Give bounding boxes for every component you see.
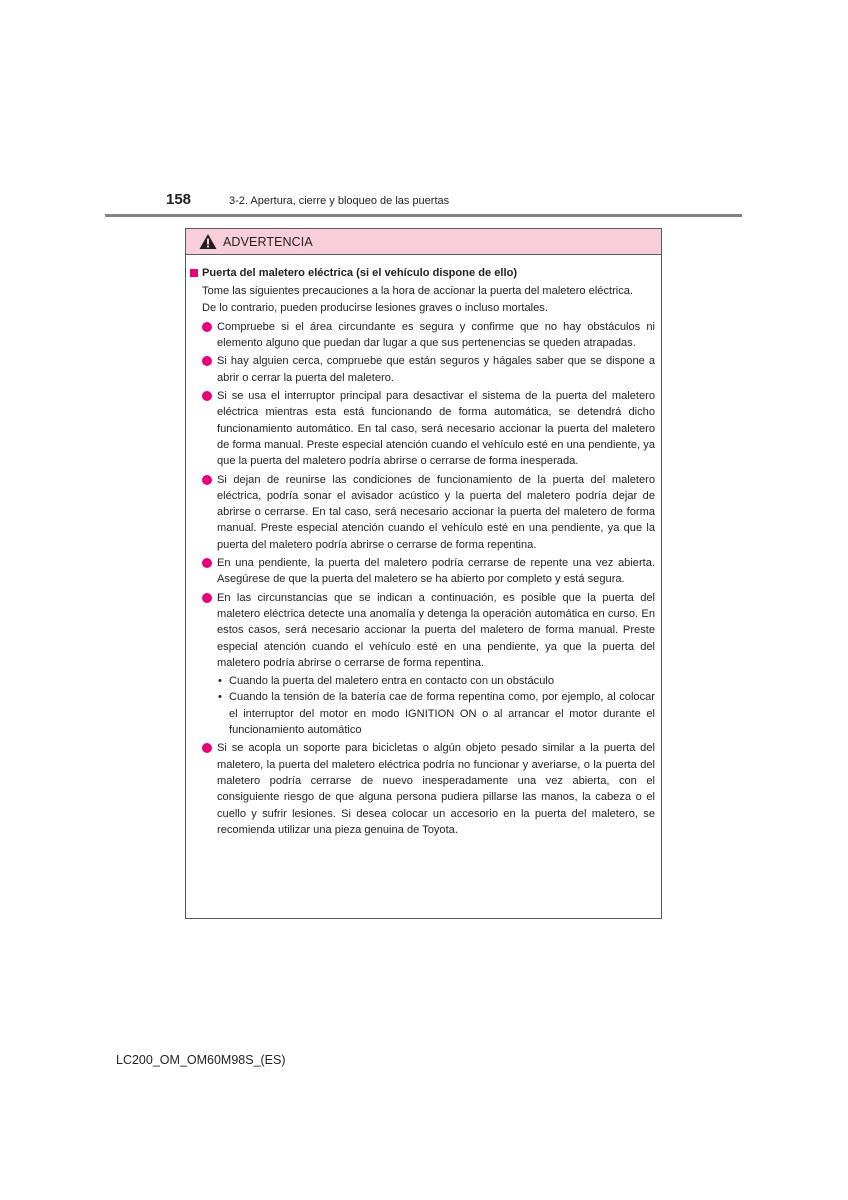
page-number: 158 bbox=[166, 191, 192, 208]
warning-box bbox=[185, 228, 662, 919]
sub-bullet-marker: • bbox=[218, 675, 222, 688]
warning-triangle-icon bbox=[199, 233, 217, 250]
list-item bbox=[202, 388, 655, 469]
list-item-text: En las circunstancias que se indican a continuación, es posible que la puerta del maletero eléctrica detecte una anomalía y detenga la operación automática en curso. En estos casos, será necesario accionar la puerta del maletero de forma manual. Preste especial atención cuando el vehículo esté en una pendiente, ya que la puerta del maletero podría abrirse o cerrarse de forma repentina. bbox=[217, 591, 655, 669]
section-title: 3-2. Apertura, cierre y bloqueo de las puertas bbox=[229, 195, 450, 207]
sub-list bbox=[217, 673, 655, 738]
bullet-list bbox=[190, 319, 655, 838]
list-item-text: Compruebe si el área circundante es segura y confirme que no hay obstáculos ni elemento alguno que puedan dar lugar a que sus pertenencias se queden atrapadas. bbox=[217, 320, 655, 350]
bullet-dot-icon bbox=[202, 475, 212, 485]
square-bullet-icon bbox=[190, 269, 198, 277]
list-item-text: Si hay alguien cerca, compruebe que están seguros y hágales saber que se dispone a abrir o cerrar la puerta del maletero. bbox=[217, 355, 655, 384]
list-item bbox=[202, 555, 655, 588]
warning-title: ADVERTENCIA bbox=[223, 234, 313, 249]
intro-text: De lo contrario, pueden producirse lesiones graves o incluso mortales. bbox=[202, 301, 548, 314]
list-item bbox=[202, 472, 655, 553]
header-rule bbox=[105, 214, 742, 217]
intro bbox=[202, 283, 655, 316]
bullet-dot-icon bbox=[202, 356, 212, 366]
list-item-text: Si se usa el interruptor principal para desactivar el sistema de la puerta del maletero eléctrica mientras esta está funcionando de forma automática, se detendrá dicho funcionamiento automático. En tal caso, será necesario accionar la puerta del maletero de forma manual. Preste especial atención cuando el vehículo esté en una pendiente, ya que la puerta del maletero podría abrirse o cerrarse de forma inesperada. bbox=[217, 390, 655, 468]
bullet-dot-icon bbox=[202, 322, 212, 332]
sub-list-item-text: Cuando la tensión de la batería cae de forma repentina como, por ejemplo, al colocar el interruptor del motor en modo IGNITION ON o al arrancar el motor durante el funcionamiento automático bbox=[229, 691, 655, 737]
list-item bbox=[202, 590, 655, 739]
bullet-dot-icon bbox=[202, 391, 212, 401]
sub-list-item-text: Cuando la puerta del maletero entra en contacto con un obstáculo bbox=[229, 675, 555, 688]
sub-list-item bbox=[217, 673, 655, 689]
list-item-text: Si se acopla un soporte para bicicletas o algún objeto pesado similar a la puerta del maletero, la puerta del maletero eléctrica podría no funcionar y averiarse, o la puerta del maletero podría cerrarse de nuevo inesperadamente una vez abierta, con el consiguiente riesgo de que alguna persona pudiera pillarse las manos, la cabeza o el cuello y sufrir lesiones. Si desea colocar un accesorio en la puerta del maletero, se recomienda utilizar una pieza genuina de Toyota. bbox=[217, 742, 655, 836]
bullet-dot-icon bbox=[202, 593, 212, 603]
warning-body bbox=[186, 255, 661, 838]
topic-text: Puerta del maletero eléctrica (si el vehículo dispone de ello) bbox=[202, 267, 518, 279]
list-item bbox=[202, 740, 655, 838]
list-item bbox=[202, 319, 655, 352]
warning-header bbox=[186, 229, 661, 255]
list-item bbox=[202, 353, 655, 386]
topic-heading bbox=[190, 265, 655, 281]
bullet-dot-icon bbox=[202, 743, 212, 753]
list-item-text: En una pendiente, la puerta del maletero podría cerrarse de repente una vez abierta. Asegúrese de que la puerta del maletero se ha abierto por completo y está segura. bbox=[217, 557, 655, 586]
footer-code: LC200_OM_OM60M98S_(ES) bbox=[116, 1053, 286, 1067]
bullet-dot-icon bbox=[202, 558, 212, 568]
sub-bullet-marker: • bbox=[218, 691, 222, 704]
intro-text: Tome las siguientes precauciones a la hora de accionar la puerta del maletero eléctrica. bbox=[202, 285, 634, 298]
sub-list-item bbox=[217, 689, 655, 738]
list-item-text: Si dejan de reunirse las condiciones de funcionamiento de la puerta del maletero eléctrica, podría sonar el avisador acústico y la puerta del maletero podría dejar de abrirse o cerrarse. En tal caso, será necesario accionar la puerta del maletero de forma manual. Preste especial atención cuando el vehículo esté en una pendiente, ya que la puerta del maletero podría abrirse o cerrarse de forma repentina. bbox=[217, 473, 655, 551]
